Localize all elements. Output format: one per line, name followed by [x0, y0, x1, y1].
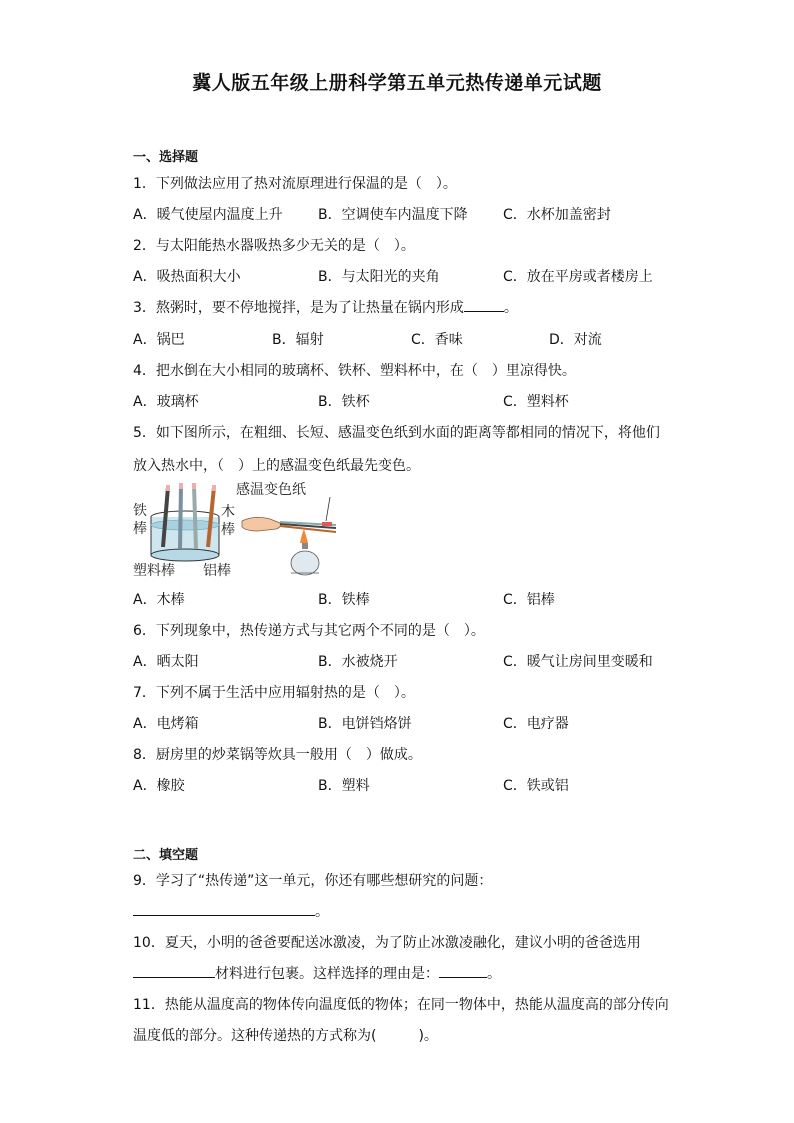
- alcohol-lamp-illustration: [291, 529, 319, 575]
- q4-option-b[interactable]: B．铁杯: [318, 394, 370, 410]
- question-4: 4．把水倒在大小相同的玻璃杯、铁杯、塑料杯中，在（ ）里凉得快。: [133, 363, 576, 379]
- question-3: [133, 297, 518, 317]
- question-9: 9．学习了“热传递”这一单元，你还有哪些想研究的问题：: [133, 873, 493, 889]
- question-5-figure: [130, 477, 345, 579]
- label-wood-1: 木: [221, 504, 235, 520]
- aluminum-rod: [194, 485, 196, 549]
- q10-end: 。: [487, 966, 501, 982]
- q9-end: 。: [315, 904, 329, 920]
- q3-option-c[interactable]: C．香味: [411, 332, 463, 348]
- q10-material-blank[interactable]: [133, 963, 215, 978]
- question-1: 1．下列做法应用了热对流原理进行保温的是（ ）。: [133, 176, 457, 192]
- q1-option-b[interactable]: B．空调使车内温度下降: [318, 207, 468, 223]
- q3-answer-blank[interactable]: [464, 297, 504, 312]
- q5-option-b[interactable]: B．铁棒: [318, 592, 370, 608]
- hand-illustration: [242, 497, 336, 532]
- section-heading-choice: 一、选择题: [133, 150, 199, 165]
- q8-option-c[interactable]: C．铁或铝: [503, 778, 569, 794]
- q2-option-c[interactable]: C．放在平房或者楼房上: [503, 269, 653, 285]
- question-10-line-2: [133, 963, 501, 983]
- question-11-line-2: 温度低的部分。这种传递热的方式称为( )。: [133, 1028, 438, 1044]
- q2-option-a[interactable]: A．吸热面积大小: [133, 269, 241, 285]
- section-heading-fill: 二、填空题: [133, 848, 199, 863]
- plastic-rod: [180, 485, 181, 549]
- q1-option-c[interactable]: C．水杯加盖密封: [503, 207, 611, 223]
- label-aluminum: 铝棒: [203, 563, 231, 579]
- label-plastic: 塑料棒: [133, 563, 175, 579]
- label-iron-1: 铁: [133, 503, 147, 519]
- q2-option-b[interactable]: B．与太阳光的夹角: [318, 269, 440, 285]
- page-title: 冀人版五年级上册科学第五单元热传递单元试题: [192, 72, 602, 94]
- label-wood-2: 棒: [221, 522, 235, 538]
- question-10: 10．夏天，小明的爸爸要配送冰激凌，为了防止冰激凌融化，建议小明的爸爸选用: [133, 935, 641, 951]
- question-5-line-1: 5．如下图所示，在粗细、长短、感温变色纸到水面的距离等都相同的情况下，将他们: [133, 425, 660, 441]
- q8-option-a[interactable]: A．橡胶: [133, 778, 185, 794]
- label-iron-2: 棒: [133, 521, 147, 537]
- q6-option-a[interactable]: A．晒太阳: [133, 654, 199, 670]
- q10-reason-blank[interactable]: [439, 963, 487, 978]
- q8-option-b[interactable]: B．塑料: [318, 778, 370, 794]
- q3-stem: 3．熬粥时，要不停地搅拌，是为了让热量在锅内形成: [133, 300, 464, 316]
- q9-answer-blank[interactable]: [133, 901, 315, 916]
- question-11-line-1: 11．热能从温度高的物体传向温度低的物体；在同一物体中，热能从温度高的部分传向: [133, 997, 669, 1013]
- q3-option-b[interactable]: B．辐射: [272, 332, 324, 348]
- q7-option-b[interactable]: B．电饼铛烙饼: [318, 716, 412, 732]
- q7-option-a[interactable]: A．电烤箱: [133, 716, 199, 732]
- q10-mid: 材料进行包裹。这样选择的理由是：: [215, 966, 439, 982]
- q3-option-d[interactable]: D．对流: [549, 332, 602, 348]
- q3-option-a[interactable]: A．锅巴: [133, 332, 185, 348]
- q3-stem-end: 。: [503, 300, 518, 316]
- question-6: 6．下列现象中，热传递方式与其它两个不同的是（ ）。: [133, 623, 485, 639]
- q6-option-b[interactable]: B．水被烧开: [318, 654, 398, 670]
- q4-option-a[interactable]: A．玻璃杯: [133, 394, 199, 410]
- label-thermo-paper: 感温变色纸: [236, 482, 306, 498]
- question-2: 2．与太阳能热水器吸热多少无关的是（ ）。: [133, 238, 415, 254]
- q5-option-c[interactable]: C．铝棒: [503, 592, 555, 608]
- q7-option-c[interactable]: C．电疗器: [503, 716, 569, 732]
- question-7: 7．下列不属于生活中应用辐射热的是（ ）。: [133, 685, 415, 701]
- question-9-answer-line: [133, 901, 329, 921]
- q1-option-a[interactable]: A．暖气使屋内温度上升: [133, 207, 283, 223]
- q4-option-c[interactable]: C．塑料杯: [503, 394, 569, 410]
- question-5-line-2: 放入热水中，（ ）上的感温变色纸最先变色。: [133, 458, 420, 474]
- question-8: 8．厨房里的炒菜锅等炊具一般用（ ）做成。: [133, 747, 422, 763]
- q6-option-c[interactable]: C．暖气让房间里变暖和: [503, 654, 653, 670]
- q5-option-a[interactable]: A．木棒: [133, 592, 185, 608]
